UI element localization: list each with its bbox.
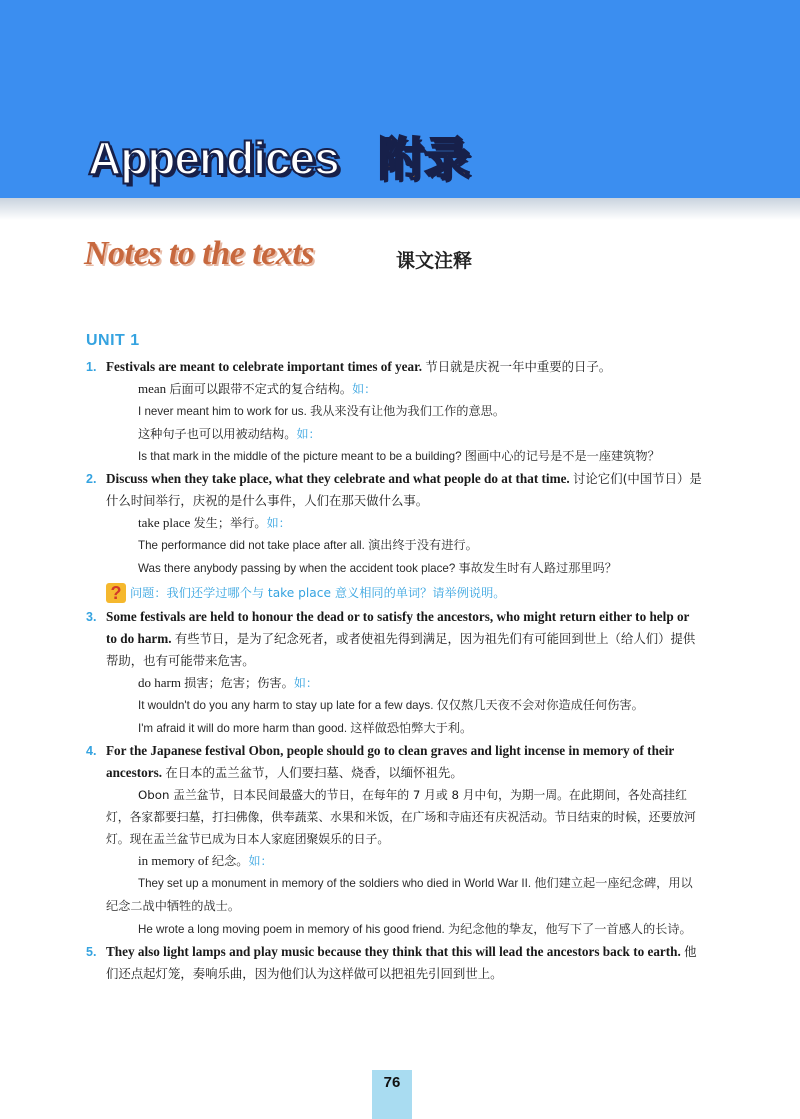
- key-term: in memory of: [138, 853, 209, 868]
- term-meaning: 发生；举行。: [193, 516, 267, 530]
- example-marker: 如：: [352, 382, 377, 396]
- notes-list: [86, 356, 702, 985]
- key-term: mean: [138, 381, 167, 396]
- example-en: Is that mark in the middle of the picture meant to be a building?: [138, 450, 462, 463]
- note-translation: 节日就是庆祝一年中重要的日子。: [425, 359, 612, 374]
- note-5: [86, 941, 702, 985]
- note-background-paragraph: Obon 盂兰盆节，日本民间最盛大的节日，在每年的 7 月或 8 月中旬，为期一周。在此期间，各处高挂红灯，各家都要扫墓，打扫佛像，供奉蔬菜、水果和米饭，在广场和寺庙还有庆祝活动。节日结束的时候，还要放河灯。现在盂兰盆节已成为日本人家庭团聚娱乐的日子。: [106, 788, 696, 846]
- example-marker: 如：: [296, 427, 321, 441]
- example-cn: 他们建立起一座纪念碑，用以纪念二战中牺牲的战士。: [106, 876, 693, 913]
- example-cn: 事故发生时有人路过那里吗？: [458, 561, 617, 575]
- key-term: do harm: [138, 675, 181, 690]
- note-sentence: Discuss when they take place, what they celebrate and what people do at that time.: [106, 471, 570, 486]
- note-explanation: [86, 423, 702, 445]
- note-explanation: [86, 512, 702, 534]
- note-sentence: They also light lamps and play music because they think that this will lead the ancestors back to earth.: [106, 944, 681, 959]
- question-line: [86, 582, 702, 604]
- unit-label: UNIT 1: [86, 332, 140, 349]
- example-en: I never meant him to work for us.: [138, 405, 307, 418]
- note-number: 5.: [86, 945, 97, 959]
- example-en: I'm afraid it will do more harm than good.: [138, 722, 348, 735]
- note-translation: 有些节日，是为了纪念死者，或者使祖先得到满足，因为祖先们有可能回到世上（给人们）提供帮助，也有可能带来危害。: [106, 631, 696, 668]
- term-meaning: 这种句子也可以用被动结构。: [138, 427, 297, 441]
- example-en: Was there anybody passing by when the accident took place?: [138, 562, 456, 575]
- example-line: [86, 694, 702, 717]
- example-en: It wouldn't do you any harm to stay up late for a few days.: [138, 699, 434, 712]
- example-line: [86, 918, 702, 941]
- note-number: 3.: [86, 610, 97, 624]
- example-line: [86, 557, 702, 580]
- page-number: 76: [383, 1074, 401, 1091]
- note-sentence: For the Japanese festival Obon, people should go to clean graves and light incense in memory of their ancestors.: [106, 743, 675, 780]
- example-marker: 如：: [248, 854, 273, 868]
- note-3: [86, 606, 702, 672]
- example-en: They set up a monument in memory of the soldiers who died in World War II.: [138, 877, 532, 890]
- example-cn: 我从来没有让他为我们工作的意思。: [310, 404, 506, 418]
- note-translation: 讨论它们(中国节日）是什么时间举行，庆祝的是什么事件，人们在那天做什么事。: [106, 471, 702, 508]
- note-number: 4.: [86, 744, 97, 758]
- example-marker: 如：: [293, 676, 318, 690]
- example-cn: 仅仅熬几天夜不会对你造成任何伤害。: [436, 698, 644, 712]
- note-4: [86, 740, 702, 784]
- note-explanation: [86, 850, 702, 872]
- note-translation: 他们还点起灯笼，奏响乐曲，因为他们认为这样做可以把祖先引回到世上。: [106, 944, 697, 981]
- note-explanation: [86, 378, 702, 400]
- example-marker: 如：: [266, 516, 291, 530]
- example-cn: 演出终于没有进行。: [368, 538, 478, 552]
- example-line: [86, 445, 702, 468]
- example-line: [86, 872, 702, 918]
- example-cn: 为纪念他的挚友，他写下了一首感人的长诗。: [447, 922, 692, 936]
- key-term: take place: [138, 515, 191, 530]
- note-number: 1.: [86, 360, 97, 374]
- example-cn: 图画中心的记号是不是一座建筑物？: [464, 449, 660, 463]
- note-explanation: [86, 672, 702, 694]
- example-en: He wrote a long moving poem in memory of his good friend.: [138, 923, 445, 936]
- note-number: 2.: [86, 472, 97, 486]
- note-2: [86, 468, 702, 512]
- term-meaning: 纪念。: [211, 854, 249, 868]
- note-sentence: Some festivals are held to honour the dead or to satisfy the ancestors, who might return either to help or to do harm.: [106, 609, 690, 646]
- term-meaning: 损害；危害；伤害。: [184, 676, 294, 690]
- question-text: 问题：我们还学过哪个与 take place 意义相同的单词？请举例说明。: [130, 586, 506, 600]
- question-icon: ?: [106, 583, 126, 603]
- term-meaning: 后面可以跟带不定式的复合结构。: [169, 382, 353, 396]
- section-title-cn: 课文注释: [396, 250, 473, 272]
- example-line: [86, 400, 702, 423]
- banner-shadow: [0, 198, 800, 220]
- note-1: [86, 356, 702, 378]
- section-title: Notes to the texts: [84, 235, 314, 272]
- appendices-title-cn: 附录: [378, 132, 470, 186]
- example-cn: 这样做恐怕弊大于利。: [350, 721, 473, 735]
- example-line: [86, 717, 702, 740]
- example-line: [86, 534, 702, 557]
- appendices-title: Appendices: [88, 132, 339, 184]
- note-translation: 在日本的盂兰盆节，人们要扫墓、烧香，以缅怀祖先。: [165, 765, 463, 780]
- example-en: The performance did not take place after all.: [138, 539, 365, 552]
- note-sentence: Festivals are meant to celebrate important times of year.: [106, 359, 423, 374]
